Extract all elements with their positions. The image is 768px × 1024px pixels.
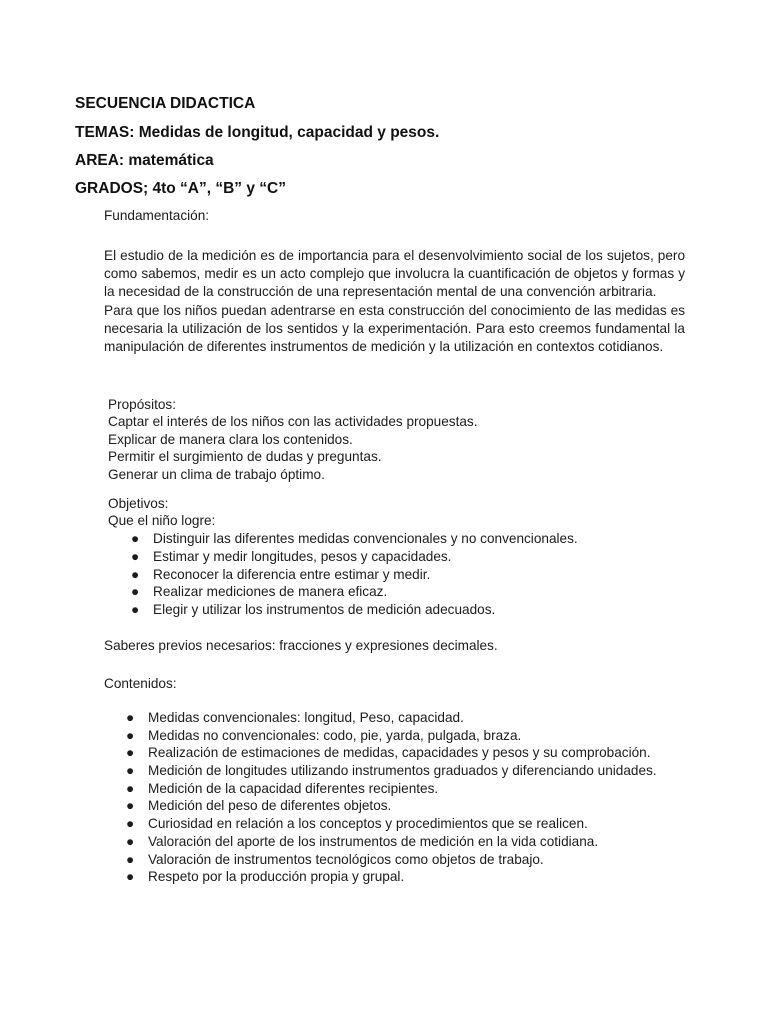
bullet-icon: ● (126, 851, 135, 867)
fundamentacion-title: Fundamentación: (104, 208, 210, 223)
fundamentacion-body (104, 247, 685, 356)
list-item (126, 833, 657, 851)
list-item: Generar un clima de trabajo óptimo. (108, 466, 325, 482)
list-item (126, 797, 657, 815)
list-item-text: Realizar mediciones de manera eficaz. (153, 584, 388, 600)
objetivos-title: Objetivos: (108, 496, 169, 511)
bullet-icon: ● (126, 745, 135, 761)
list-item-text: Estimar y medir longitudes, pesos y capacidades. (153, 548, 452, 564)
list-item (126, 815, 657, 833)
list-item (131, 601, 578, 619)
contenidos-list (126, 709, 657, 886)
objetivos-list (131, 530, 578, 619)
list-item-text: Medición de longitudes utilizando instrumentos graduados y diferenciando unidades. (148, 763, 657, 779)
list-item: Permitir el surgimiento de dudas y preguntas. (108, 449, 382, 464)
list-item-text: Curiosidad en relación a los conceptos y procedimientos que se realicen. (148, 816, 588, 832)
list-item (126, 762, 657, 780)
propositos-list (108, 413, 478, 483)
contenidos-title: Contenidos: (104, 676, 177, 691)
list-item-text: Medición del peso de diferentes objetos. (148, 798, 392, 814)
list-item (126, 780, 657, 798)
grados-line: GRADOS; 4to “A”, “B” y “C” (75, 180, 286, 197)
list-item-text: Respeto por la producción propia y grupal. (148, 869, 405, 885)
bullet-icon: ● (126, 869, 135, 885)
list-item (131, 548, 578, 566)
objetivos-intro: Que el niño logre: (108, 513, 216, 528)
list-item (131, 530, 578, 548)
document-title: SECUENCIA DIDACTICA (75, 95, 256, 112)
bullet-icon: ● (126, 798, 135, 814)
propositos-title: Propósitos: (108, 397, 177, 412)
list-item-text: Realización de estimaciones de medidas, capacidades y pesos y su comprobación. (148, 745, 651, 761)
bullet-icon: ● (131, 584, 140, 600)
bullet-icon: ● (126, 833, 135, 849)
list-item (126, 709, 657, 727)
list-item-text: Distinguir las diferentes medidas convencionales y no convencionales. (153, 531, 578, 546)
bullet-icon: ● (131, 531, 140, 546)
list-item-text: Elegir y utilizar los instrumentos de medición adecuados. (153, 602, 496, 618)
list-item (126, 744, 657, 762)
bullet-icon: ● (126, 710, 135, 725)
list-item-text: Valoración del aporte de los instrumentos de medición en la vida cotidiana. (148, 833, 599, 849)
bullet-icon: ● (131, 566, 140, 582)
fundamentacion-paragraph-1: El estudio de la medición es de importancia para el desenvolvimiento social de los sujetos, pero como sabemos, medir es un acto complejo que involucra la cuantificación de objetos y formas y la necesidad de la construcción de una representación mental de una convención arbitraria. (104, 248, 685, 300)
temas-line: TEMAS: Medidas de longitud, capacidad y pesos. (75, 124, 440, 141)
bullet-icon: ● (126, 780, 135, 796)
list-item (131, 583, 578, 601)
list-item: Captar el interés de los niños con las actividades propuestas. (108, 414, 478, 429)
bullet-icon: ● (126, 727, 135, 743)
list-item (126, 868, 657, 886)
fundamentacion-paragraph-2: Para que los niños puedan adentrarse en esta construcción del conocimiento de las medidas es necesaria la utilización de los sentidos y la experimentación. Para esto creemos fundamental la manipulación de diferentes instrumentos de medición y la utilización en contextos cotidianos. (104, 302, 685, 355)
list-item (126, 851, 657, 869)
area-line: AREA: matemática (75, 152, 214, 169)
bullet-icon: ● (126, 763, 135, 779)
bullet-icon: ● (131, 548, 140, 564)
list-item-text: Reconocer la diferencia entre estimar y medir. (153, 566, 431, 582)
list-item (126, 727, 657, 745)
list-item-text: Valoración de instrumentos tecnológicos como objetos de trabajo. (148, 851, 544, 867)
bullet-icon: ● (126, 816, 135, 832)
list-item: Explicar de manera clara los contenidos. (108, 431, 353, 447)
saberes-previos: Saberes previos necesarios: fracciones y expresiones decimales. (104, 638, 498, 653)
list-item-text: Medición de la capacidad diferentes recipientes. (148, 780, 439, 796)
list-item-text: Medidas convencionales: longitud, Peso, capacidad. (148, 710, 464, 725)
list-item (131, 566, 578, 584)
bullet-icon: ● (131, 602, 140, 618)
list-item-text: Medidas no convencionales: codo, pie, yarda, pulgada, braza. (148, 727, 522, 743)
